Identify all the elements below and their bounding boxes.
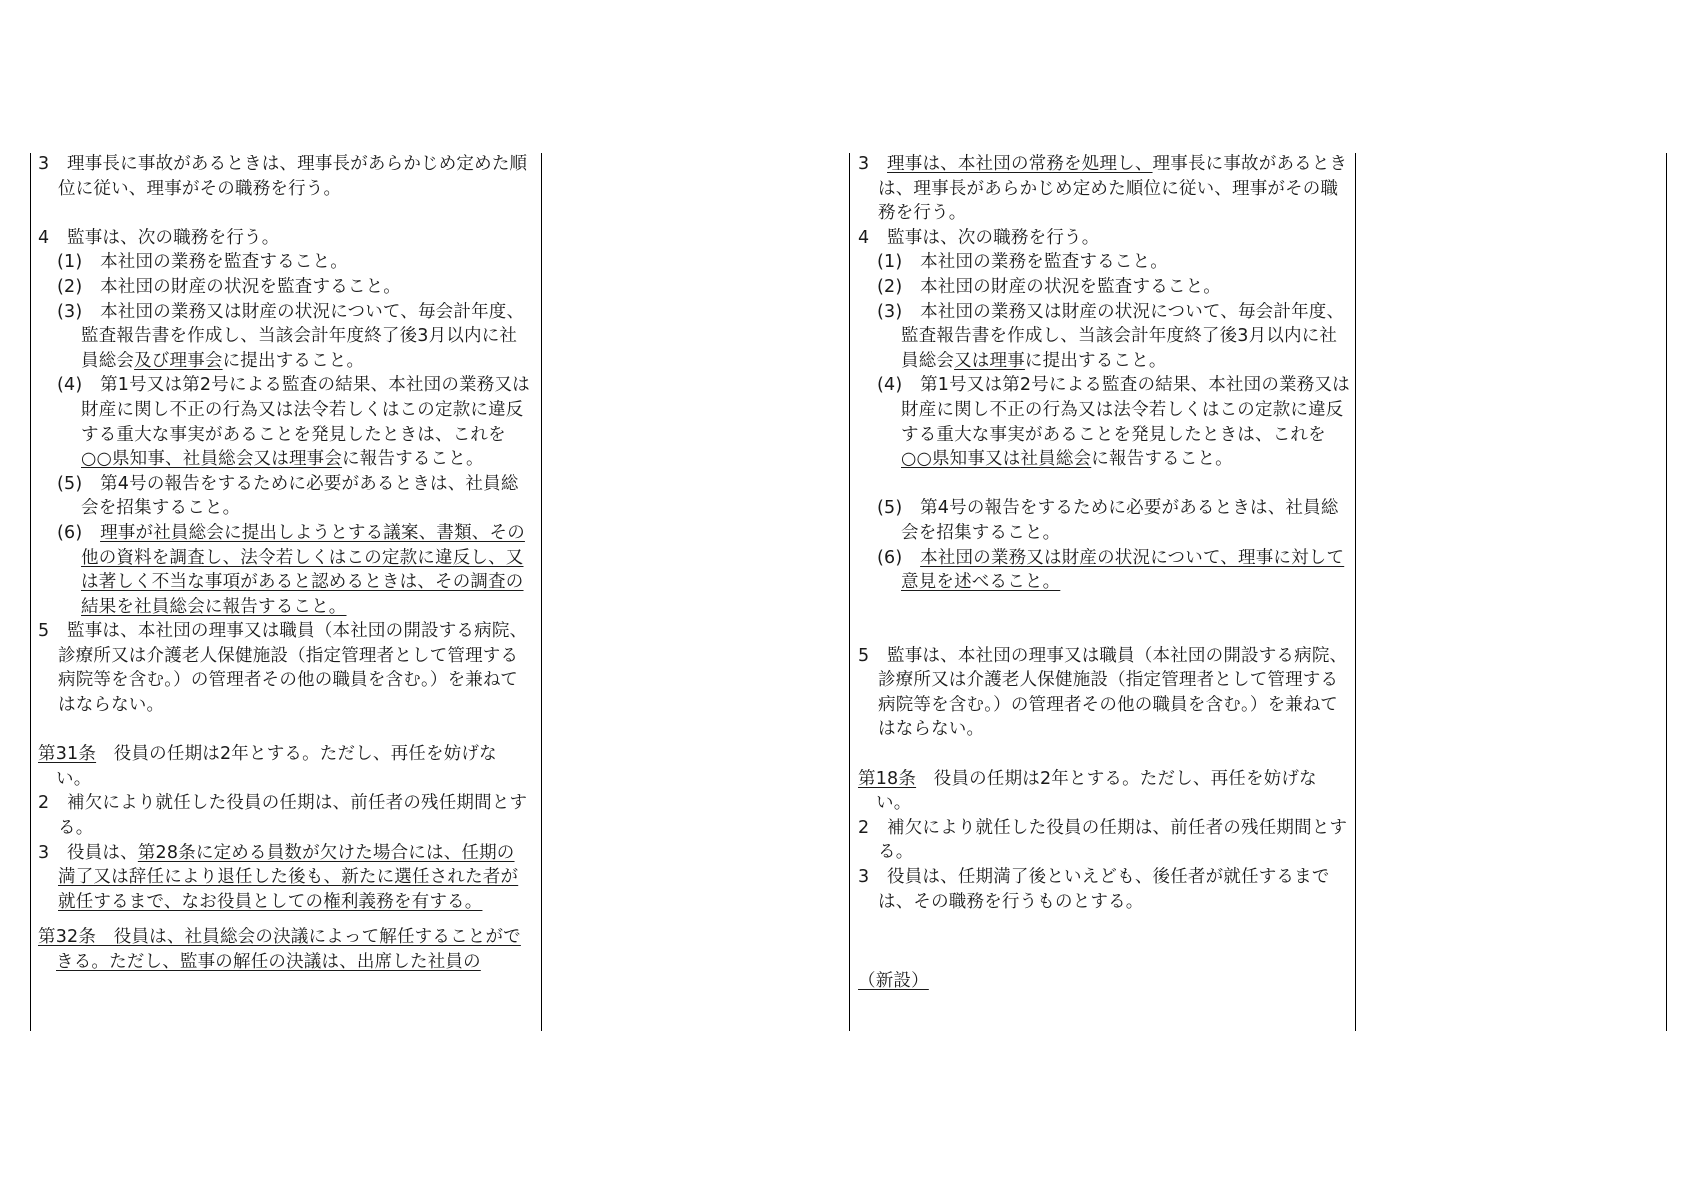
spacer (38, 201, 530, 226)
r-art17-5 (858, 644, 1350, 742)
r-art18-2 (858, 816, 1350, 865)
text-run: 3 役員は、任期満了後といえども、後任者が就任するまでは、その職務を行うものとする。 (858, 867, 1330, 912)
l-art30-3 (38, 152, 530, 201)
l-art30-4 (38, 226, 530, 251)
l-art31-2 (38, 791, 530, 840)
amended-text-column (38, 152, 530, 975)
l-item-4 (38, 373, 530, 471)
r-item-3 (858, 300, 1350, 374)
text-run: 5 監事は、本社団の理事又は職員（本社団の開設する病院、診療所又は介護老人保健施設（指定管理者として管理する病院等を含む。）の管理者その他の職員を含む。）を兼ねてはならない。 (858, 645, 1348, 740)
l-item-6 (38, 521, 530, 619)
underlined-text: 理事は、本社団の常務を処理し、 (887, 154, 1153, 174)
text-run: 理事長に事故があるときは、理事長があらかじめ定めた順位に従い、理事がその職務を行う。 (878, 154, 1348, 224)
table-rule-right (1666, 153, 1667, 1031)
text-run: 2 補欠により就任した役員の任期は、前任者の残任期間とする。 (38, 793, 528, 839)
l-item-1 (38, 250, 530, 275)
r-new (858, 969, 1350, 994)
r-art18 (858, 767, 1350, 816)
underlined-text: 第18条 (858, 768, 917, 789)
text-run: 3 理事長に事故があるときは、理事長があらかじめ定めた順位に従い、理事がその職務を行う。 (38, 154, 528, 199)
underlined-text: 第28条に定める員数が欠けた場合には、任期の満了又は辞任により退任した後も、新たに選任された者が就任するまで、なお役員としての権利義務を有する。 (58, 842, 519, 912)
text-run: 3 役員は、 (38, 842, 138, 863)
l-item-2 (38, 275, 530, 300)
r-art18-3 (858, 865, 1350, 914)
text-run: (4) 第1号又は第2号による監査の結果、本社団の業務又は財産に関し不正の行為又は法令若しくはこの定款に違反する重大な事実があることを発見したときは、これを (877, 375, 1350, 445)
text-run: に報告すること。 (342, 449, 484, 470)
text-run: 2 補欠により就任した役員の任期は、前任者の残任期間とする。 (858, 817, 1348, 863)
text-run: に報告すること。 (1091, 449, 1233, 470)
underlined-text: 及び理事会 (134, 350, 223, 371)
text-run: (5) 第4号の報告をするために必要があるときは、社員総会を招集すること。 (57, 473, 519, 519)
text-run: (4) 第1号又は第2号による監査の結果、本社団の業務又は財産に関し不正の行為又は法令若しくはこの定款に違反する重大な事実があることを発見したときは、これを (57, 375, 530, 445)
text-run: (6) (877, 547, 921, 568)
underlined-text: 又は理事 (954, 350, 1025, 371)
underlined-text: ○○県知事又は社員総会 (901, 449, 1092, 470)
spacer (858, 914, 1350, 969)
underlined-text: 第31条 (38, 744, 97, 765)
text-run: (5) 第4号の報告をするために必要があるときは、社員総会を招集すること。 (877, 498, 1339, 543)
r-art17-3 (858, 152, 1350, 226)
table-rule-mid-right (849, 153, 850, 1031)
current-text-column (858, 152, 1350, 994)
l-art32 (38, 925, 530, 974)
underlined-text: （新設） (858, 971, 929, 992)
l-art30-5 (38, 619, 530, 717)
spacer (38, 914, 530, 925)
text-run: に提出すること。 (222, 350, 365, 371)
text-run: (2) 本社団の財産の状況を監査すること。 (57, 276, 401, 297)
underlined-text: ○○県知事、社員総会又は理事会 (81, 449, 343, 470)
text-run: 5 監事は、本社団の理事又は職員（本社団の開設する病院、診療所又は介護老人保健施設（指定管理者として管理する病院等を含む。）の管理者その他の職員を含む。）を兼ねてはならない。 (38, 621, 528, 716)
text-run: (1) 本社団の業務を監査すること。 (877, 252, 1168, 273)
spacer (38, 718, 530, 743)
spacer (858, 472, 1350, 497)
r-item-2 (858, 275, 1350, 300)
r-item-4 (858, 373, 1350, 471)
text-run: 役員の任期は2年とする。ただし、再任を妨げない。 (876, 768, 1317, 814)
text-run: (3) 本社団の業務又は財産の状況について、毎会計年度、監査報告書を作成し、当該会計年度終了後3月以内に社員総会 (877, 301, 1345, 371)
l-item-5 (38, 472, 530, 521)
l-item-3 (38, 300, 530, 374)
underlined-text: 本社団の業務又は財産の状況について、理事に対して意見を述べること。 (901, 547, 1345, 593)
table-rule-mid-left (541, 153, 542, 1031)
text-run: (3) 本社団の業務又は財産の状況について、毎会計年度、監査報告書を作成し、当該会計年度終了後3月以内に社員総会 (57, 301, 525, 371)
l-art31 (38, 742, 530, 791)
r-item-5 (858, 496, 1350, 545)
table-rule-center (1355, 153, 1356, 1031)
table-rule-left (30, 153, 31, 1031)
spacer (858, 595, 1350, 644)
underlined-text: 第32条 役員は、社員総会の決議によって解任することができる。ただし、監事の解任の決議は、出席した社員の (38, 927, 521, 972)
text-run: 4 監事は、次の職務を行う。 (858, 227, 1100, 248)
r-item-6 (858, 546, 1350, 595)
text-run: 4 監事は、次の職務を行う。 (38, 227, 280, 248)
l-art31-3 (38, 841, 530, 915)
text-run: (6) (57, 522, 101, 543)
text-run: に提出すること。 (1024, 350, 1167, 371)
r-item-1 (858, 250, 1350, 275)
text-run: 3 (858, 154, 888, 174)
text-run: (2) 本社団の財産の状況を監査すること。 (877, 276, 1221, 297)
text-run: 役員の任期は2年とする。ただし、再任を妨げない。 (56, 744, 497, 789)
r-art17-4 (858, 226, 1350, 251)
underlined-text: 理事が社員総会に提出しようとする議案、書類、その他の資料を調査し、法令若しくはこの定款に違反し、又は著しく不当な事項があると認めるときは、その調査の結果を社員総会に報告すること。 (81, 522, 525, 617)
spacer (858, 742, 1350, 767)
text-run: (1) 本社団の業務を監査すること。 (57, 252, 348, 273)
